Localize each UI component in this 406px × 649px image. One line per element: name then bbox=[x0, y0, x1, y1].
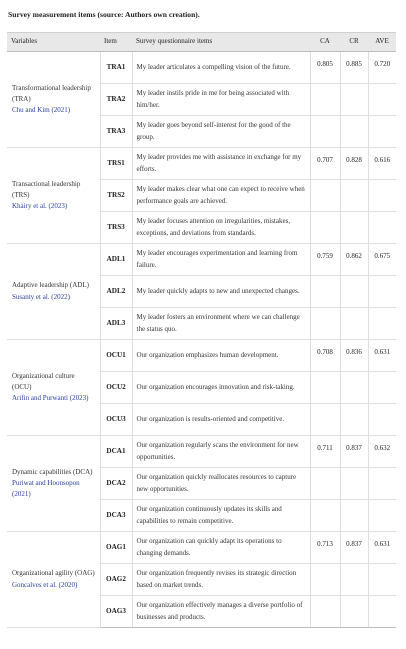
header-row bbox=[7, 33, 396, 52]
table-row bbox=[7, 340, 396, 372]
cr-value bbox=[340, 180, 368, 212]
ave-value: 0.632 bbox=[368, 436, 396, 468]
questionnaire-item-text: My leader encourages experimentation and learning from failure. bbox=[132, 244, 310, 276]
citation-link[interactable]: Arifin and Purwanti (2023) bbox=[12, 394, 89, 403]
ca-value bbox=[310, 116, 340, 148]
item-code: TRS3 bbox=[100, 212, 132, 244]
questionnaire-item-text: My leader instils pride in me for being associated with him/her. bbox=[132, 84, 310, 116]
table-row bbox=[7, 436, 396, 468]
questionnaire-item-text: Our organization continuously updates its skills and capabilities to remain competitive. bbox=[132, 500, 310, 532]
questionnaire-item-text: Our organization effectively manages a diverse portfolio of businesses and products. bbox=[132, 596, 310, 628]
ave-value bbox=[368, 500, 396, 532]
item-code: DCA3 bbox=[100, 500, 132, 532]
item-code: TRS2 bbox=[100, 180, 132, 212]
citation-link[interactable]: Susanty et al. (2022) bbox=[12, 292, 70, 301]
item-code: OCU2 bbox=[100, 372, 132, 404]
questionnaire-item-text: Our organization regularly scans the environment for new opportunities. bbox=[132, 436, 310, 468]
ave-value bbox=[368, 180, 396, 212]
cr-value bbox=[340, 212, 368, 244]
citation-link[interactable]: Puriwat and Hoonsopon (2021) bbox=[12, 478, 80, 499]
questionnaire-item-text: My leader quickly adapts to new and unexpected changes. bbox=[132, 276, 310, 308]
variable-name: Adaptive leadership (ADL) bbox=[12, 281, 89, 290]
ave-value bbox=[368, 276, 396, 308]
item-code: TRS1 bbox=[100, 148, 132, 180]
item-code: ADL1 bbox=[100, 244, 132, 276]
ave-value: 0.675 bbox=[368, 244, 396, 276]
ca-value bbox=[310, 596, 340, 628]
cr-value bbox=[340, 404, 368, 436]
questionnaire-item-text: Our organization can quickly adapt its operations to changing demands. bbox=[132, 532, 310, 564]
cr-value: 0.828 bbox=[340, 148, 368, 180]
variable-cell bbox=[7, 436, 100, 532]
variable-cell bbox=[7, 340, 100, 436]
ave-value bbox=[368, 212, 396, 244]
table-caption: Survey measurement items (source: Authors own creation). bbox=[8, 10, 200, 19]
variable-name: Dynamic capabilities (DCA) bbox=[12, 467, 93, 476]
ca-value: 0.713 bbox=[310, 532, 340, 564]
variable-cell bbox=[7, 532, 100, 628]
variable-name: Transformational leadership (TRA) bbox=[12, 83, 91, 103]
cr-value bbox=[340, 276, 368, 308]
questionnaire-item-text: Our organization frequently revises its strategic direction based on market trends. bbox=[132, 564, 310, 596]
citation-link[interactable]: Goncalves et al. (2020) bbox=[12, 580, 78, 589]
item-code: OAG1 bbox=[100, 532, 132, 564]
variable-cell bbox=[7, 52, 100, 148]
cr-value bbox=[340, 564, 368, 596]
ca-value: 0.708 bbox=[310, 340, 340, 372]
table-body bbox=[7, 52, 396, 628]
cr-value: 0.837 bbox=[340, 436, 368, 468]
ca-value: 0.711 bbox=[310, 436, 340, 468]
ca-value bbox=[310, 468, 340, 500]
header-questionnaire-items: Survey questionnaire items bbox=[132, 33, 310, 52]
table-row bbox=[7, 244, 396, 276]
questionnaire-item-text: My leader makes clear what one can expect to receive when performance goals are achieved. bbox=[132, 180, 310, 212]
ave-value bbox=[368, 404, 396, 436]
ave-value bbox=[368, 84, 396, 116]
cr-value: 0.862 bbox=[340, 244, 368, 276]
header-ca: CA bbox=[310, 33, 340, 52]
header-cr: CR bbox=[340, 33, 368, 52]
variable-cell bbox=[7, 244, 100, 340]
ca-value: 0.707 bbox=[310, 148, 340, 180]
questionnaire-item-text: Our organization is results-oriented and competitive. bbox=[132, 404, 310, 436]
item-code: OAG2 bbox=[100, 564, 132, 596]
variable-name: Organizational agility (OAG) bbox=[12, 569, 95, 578]
questionnaire-item-text: Our organization quickly reallocates resources to capture new opportunities. bbox=[132, 468, 310, 500]
ca-value bbox=[310, 564, 340, 596]
item-code: TRA2 bbox=[100, 84, 132, 116]
item-code: OCU3 bbox=[100, 404, 132, 436]
ca-value bbox=[310, 276, 340, 308]
ave-value bbox=[368, 468, 396, 500]
ca-value bbox=[310, 404, 340, 436]
questionnaire-item-text: My leader fosters an environment where we can challenge the status quo. bbox=[132, 308, 310, 340]
ca-value bbox=[310, 84, 340, 116]
item-code: TRA3 bbox=[100, 116, 132, 148]
item-code: OAG3 bbox=[100, 596, 132, 628]
ave-value bbox=[368, 564, 396, 596]
questionnaire-item-text: My leader goes beyond self-interest for the good of the group. bbox=[132, 116, 310, 148]
ave-value bbox=[368, 372, 396, 404]
variable-name: Transactional leadership (TRS) bbox=[12, 179, 81, 199]
item-code: ADL3 bbox=[100, 308, 132, 340]
ca-value bbox=[310, 308, 340, 340]
cr-value: 0.837 bbox=[340, 532, 368, 564]
header-variables: Variables bbox=[7, 33, 100, 52]
ca-value bbox=[310, 372, 340, 404]
table-row bbox=[7, 532, 396, 564]
questionnaire-item-text: My leader articulates a compelling vision of the future. bbox=[132, 52, 310, 84]
ave-value bbox=[368, 308, 396, 340]
table-row bbox=[7, 148, 396, 180]
survey-items-table bbox=[7, 32, 396, 628]
item-code: OCU1 bbox=[100, 340, 132, 372]
cr-value bbox=[340, 468, 368, 500]
table-row bbox=[7, 52, 396, 84]
item-code: DCA2 bbox=[100, 468, 132, 500]
ca-value bbox=[310, 500, 340, 532]
header-item: Item bbox=[100, 33, 132, 52]
cr-value bbox=[340, 372, 368, 404]
ave-value: 0.616 bbox=[368, 148, 396, 180]
ca-value: 0.759 bbox=[310, 244, 340, 276]
ave-value: 0.631 bbox=[368, 532, 396, 564]
cr-value bbox=[340, 116, 368, 148]
header-ave: AVE bbox=[368, 33, 396, 52]
ca-value bbox=[310, 180, 340, 212]
cr-value bbox=[340, 596, 368, 628]
questionnaire-item-text: Our organization encourages innovation and risk-taking. bbox=[132, 372, 310, 404]
ca-value: 0.805 bbox=[310, 52, 340, 84]
cr-value: 0.836 bbox=[340, 340, 368, 372]
questionnaire-item-text: My leader focuses attention on irregularities, mistakes, exceptions, and deviations from standards. bbox=[132, 212, 310, 244]
item-code: DCA1 bbox=[100, 436, 132, 468]
variable-cell bbox=[7, 148, 100, 244]
ave-value bbox=[368, 596, 396, 628]
cr-value: 0.885 bbox=[340, 52, 368, 84]
ave-value: 0.720 bbox=[368, 52, 396, 84]
item-code: TRA1 bbox=[100, 52, 132, 84]
questionnaire-item-text: My leader provides me with assistance in exchange for my efforts. bbox=[132, 148, 310, 180]
cr-value bbox=[340, 308, 368, 340]
citation-link[interactable]: Khairy et al. (2023) bbox=[12, 202, 68, 211]
cr-value bbox=[340, 500, 368, 532]
ave-value bbox=[368, 116, 396, 148]
variable-name: Organizational culture (OCU) bbox=[12, 371, 75, 391]
citation-link[interactable]: Chu and Kim (2021) bbox=[12, 106, 71, 115]
cr-value bbox=[340, 84, 368, 116]
ave-value: 0.631 bbox=[368, 340, 396, 372]
ca-value bbox=[310, 212, 340, 244]
item-code: ADL2 bbox=[100, 276, 132, 308]
questionnaire-item-text: Our organization emphasizes human development. bbox=[132, 340, 310, 372]
